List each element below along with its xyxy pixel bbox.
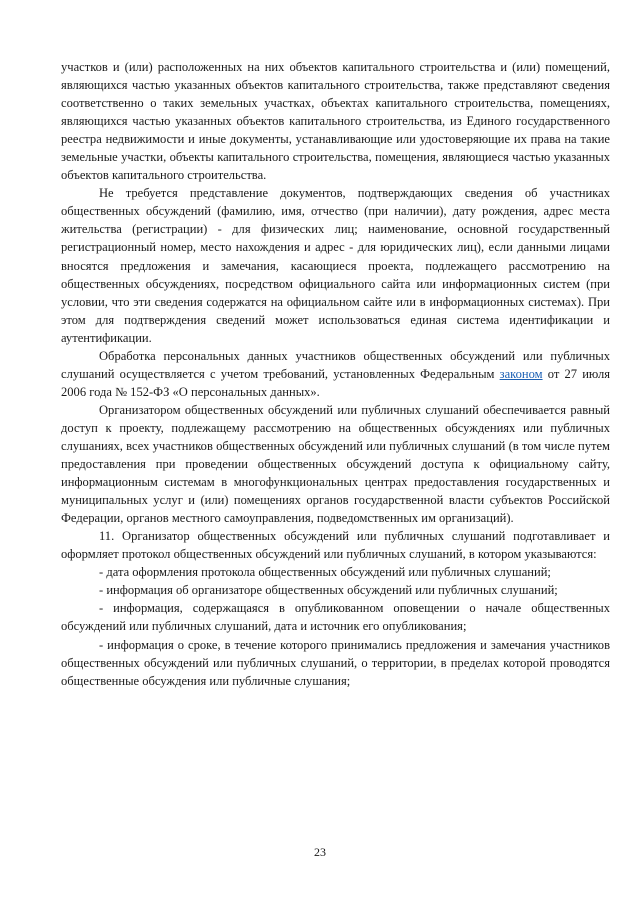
paragraph-3-text-before: Обработка персональных данных участников общественных обсуждений или публичных слушаний осуществляется с учетом требований, установленных Федеральным xyxy=(61,348,610,381)
paragraph-4: Организатором общественных обсуждений или публичных слушаний обеспечивается равный доступ к проекту, подлежащему рассмотрению на общественных обсуждениях или публичных слушаниях, всех участников общественных обсуждений или публичных слушаний (в том числе путем предоставления при проведении общественных обсуждений доступа к официальному сайту, информационным системам в многофункциональных центрах предоставления государственных и муниципальных услуг и (или) помещениях органов государственной власти субъектов Российской Федерации, органов местного самоуправления, подведомственных им организаций). xyxy=(61,402,610,526)
law-link[interactable]: законом xyxy=(499,366,543,381)
list-item-organizer-info: - информация об организаторе общественных обсуждений или публичных слушаний; xyxy=(99,583,558,598)
paragraph-5: 11. Организатор общественных обсуждений или публичных слушаний подготавливает и оформляет протокол общественных обсуждений или публичных слушаний, в котором указываются: xyxy=(61,529,610,562)
list-item-deadline-info: - информация о сроке, в течение которого принимались предложения и замечания участников общественных обсуждений или публичных слушаний, о территории, в пределах которой проводятся общественные обсуждения или публичные слушания; xyxy=(61,637,610,688)
list-item-protocol-date: - дата оформления протокола общественных обсуждений или публичных слушаний; xyxy=(99,565,551,580)
paragraph-3-text-after: от 27 июля 2006 года № 152-ФЗ «О персональных данных». xyxy=(61,366,611,399)
document-body xyxy=(61,58,610,690)
paragraph-3 xyxy=(61,347,610,401)
paragraph-1: участков и (или) расположенных на них объектов капитального строительства и (или) помещений, являющихся частью указанных объектов капитального строительства, также представляют сведения соответственно о таких земельных участках, объектах капитального строительства, помещениях, являющихся частью указанных объектов капитального строительства, из Единого государственного реестра недвижимости и иные документы, устанавливающие или удостоверяющие их права на такие земельные участки, объекты капитального строительства, помещения, являющиеся частью указанных объектов капитального строительства. xyxy=(61,60,610,183)
paragraph-2: Не требуется представление документов, подтверждающих сведения об участниках общественных обсуждений (фамилию, имя, отчество (при наличии), дату рождения, адрес места жительства (регистрации) - для физических лиц; наименование, основной государственный регистрационный номер, место нахождения и адрес - для юридических лиц), если данными лицами вносятся предложения и замечания, касающиеся проекта, подлежащего рассмотрению на общественных обсуждениях, посредством официального сайта или информационных систем (при условии, что эти сведения содержатся на официальном сайте или в информационных системах). При этом для подтверждения сведений может использоваться единая система идентификации и аутентификации. xyxy=(61,186,610,345)
list-item-announcement-info: - информация, содержащаяся в опубликованном оповещении о начале общественных обсуждений или публичных слушаний, дата и источник его опубликования; xyxy=(61,601,610,634)
page-number: 23 xyxy=(314,845,326,859)
